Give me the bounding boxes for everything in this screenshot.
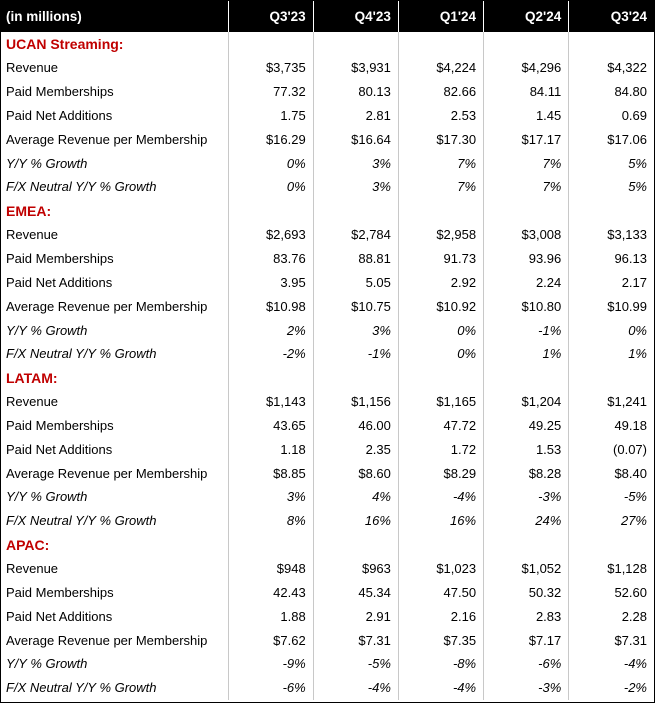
value-cell: $8.85 [228, 461, 313, 485]
row-label: Average Revenue per Membership [6, 298, 208, 314]
row-label: F/X Neutral Y/Y % Growth [6, 513, 157, 529]
value-cell: 45.34 [313, 580, 398, 604]
value-cell: $1,156 [313, 390, 398, 414]
table-row [1, 414, 654, 438]
value-cell: -9% [228, 652, 313, 676]
value-cell: $8.29 [398, 461, 483, 485]
table-row [1, 604, 654, 628]
value-cell: 3% [313, 151, 398, 175]
value-cell: 49.18 [569, 414, 654, 438]
value-cell: 0.69 [569, 104, 654, 128]
value-cell: $4,224 [398, 56, 483, 80]
table-row [1, 461, 654, 485]
empty-cell [398, 533, 483, 557]
value-cell: $10.92 [398, 294, 483, 318]
empty-cell [398, 199, 483, 223]
empty-cell [569, 366, 654, 390]
table-row [1, 294, 654, 318]
quarter-header: Q4'23 [313, 1, 398, 32]
table-row [1, 104, 654, 128]
value-cell: $3,735 [228, 56, 313, 80]
section-header-row [1, 533, 654, 557]
quarter-header: Q1'24 [398, 1, 483, 32]
row-label: Revenue [6, 560, 59, 576]
row-label: Paid Net Additions [6, 274, 113, 290]
table-row [1, 80, 654, 104]
value-cell: $2,784 [313, 223, 398, 247]
value-cell: 1.18 [228, 437, 313, 461]
empty-cell [569, 32, 654, 56]
value-cell: 77.32 [228, 80, 313, 104]
table-row [1, 175, 654, 199]
table-row [1, 223, 654, 247]
value-cell: -4% [569, 652, 654, 676]
table-row [1, 270, 654, 294]
row-label: Average Revenue per Membership [6, 465, 208, 481]
value-cell: $1,128 [569, 557, 654, 581]
value-cell: 5% [569, 151, 654, 175]
value-cell: 46.00 [313, 414, 398, 438]
value-cell: 2.16 [398, 604, 483, 628]
value-cell: 1.53 [484, 437, 569, 461]
value-cell: 1% [484, 342, 569, 366]
row-label: Y/Y % Growth [6, 322, 88, 338]
row-label: Paid Memberships [6, 251, 114, 267]
empty-cell [313, 32, 398, 56]
value-cell: $8.60 [313, 461, 398, 485]
value-cell: 0% [398, 342, 483, 366]
table-row [1, 628, 654, 652]
value-cell: 0% [569, 318, 654, 342]
value-cell: -4% [398, 676, 483, 700]
value-cell: 2.81 [313, 104, 398, 128]
value-cell: 2.83 [484, 604, 569, 628]
value-cell: 2.24 [484, 270, 569, 294]
value-cell: $17.17 [484, 127, 569, 151]
value-cell: $17.30 [398, 127, 483, 151]
row-label: F/X Neutral Y/Y % Growth [6, 179, 157, 195]
row-label: Revenue [6, 227, 59, 243]
value-cell: 2.53 [398, 104, 483, 128]
value-cell: 0% [398, 318, 483, 342]
value-cell: 1% [569, 342, 654, 366]
value-cell: -3% [484, 676, 569, 700]
row-label: Y/Y % Growth [6, 656, 88, 672]
table-row [1, 557, 654, 581]
value-cell: 7% [398, 151, 483, 175]
value-cell: $16.29 [228, 127, 313, 151]
value-cell: $10.75 [313, 294, 398, 318]
quarter-header: Q3'24 [569, 1, 654, 32]
value-cell: $1,204 [484, 390, 569, 414]
value-cell: $948 [228, 557, 313, 581]
table-body [1, 32, 654, 700]
regional-financials-table [1, 1, 654, 700]
value-cell: -4% [313, 676, 398, 700]
table-row [1, 580, 654, 604]
value-cell: 27% [569, 509, 654, 533]
row-label: Revenue [6, 60, 59, 76]
value-cell: 16% [313, 509, 398, 533]
empty-cell [484, 366, 569, 390]
value-cell: -2% [569, 676, 654, 700]
value-cell: $7.31 [313, 628, 398, 652]
value-cell: 93.96 [484, 247, 569, 271]
section-title: UCAN Streaming: [6, 35, 124, 52]
row-label: F/X Neutral Y/Y % Growth [6, 346, 157, 362]
header-row [1, 1, 654, 32]
value-cell: $963 [313, 557, 398, 581]
table-row [1, 509, 654, 533]
value-cell: 3% [313, 175, 398, 199]
value-cell: $4,322 [569, 56, 654, 80]
value-cell: -6% [228, 676, 313, 700]
value-cell: 2.17 [569, 270, 654, 294]
value-cell: 3.95 [228, 270, 313, 294]
value-cell: 84.80 [569, 80, 654, 104]
value-cell: 2% [228, 318, 313, 342]
value-cell: 88.81 [313, 247, 398, 271]
value-cell: 1.88 [228, 604, 313, 628]
row-label: Paid Memberships [6, 84, 114, 100]
value-cell: 91.73 [398, 247, 483, 271]
value-cell: -1% [484, 318, 569, 342]
value-cell: 96.13 [569, 247, 654, 271]
empty-cell [484, 533, 569, 557]
empty-cell [484, 32, 569, 56]
value-cell: 2.92 [398, 270, 483, 294]
value-cell: $10.98 [228, 294, 313, 318]
section-header-row [1, 32, 654, 56]
row-label: Paid Net Additions [6, 107, 113, 123]
row-label: Paid Net Additions [6, 608, 113, 624]
value-cell: $17.06 [569, 127, 654, 151]
empty-cell [569, 533, 654, 557]
value-cell: -1% [313, 342, 398, 366]
quarter-header: Q2'24 [484, 1, 569, 32]
table-row [1, 485, 654, 509]
value-cell: $7.17 [484, 628, 569, 652]
value-cell: $3,931 [313, 56, 398, 80]
value-cell: 1.75 [228, 104, 313, 128]
value-cell: 84.11 [484, 80, 569, 104]
section-title: LATAM: [6, 369, 58, 386]
value-cell: 5.05 [313, 270, 398, 294]
empty-cell [313, 366, 398, 390]
value-cell: $16.64 [313, 127, 398, 151]
value-cell: $10.80 [484, 294, 569, 318]
value-cell: -5% [313, 652, 398, 676]
table-row [1, 676, 654, 700]
value-cell: 24% [484, 509, 569, 533]
value-cell: 83.76 [228, 247, 313, 271]
value-cell: -8% [398, 652, 483, 676]
row-label: Average Revenue per Membership [6, 632, 208, 648]
value-cell: -4% [398, 485, 483, 509]
row-label: F/X Neutral Y/Y % Growth [6, 680, 157, 696]
value-cell: -6% [484, 652, 569, 676]
value-cell: 8% [228, 509, 313, 533]
value-cell: $1,023 [398, 557, 483, 581]
table-row [1, 390, 654, 414]
value-cell: 43.65 [228, 414, 313, 438]
row-label: Paid Memberships [6, 584, 114, 600]
value-cell: $1,143 [228, 390, 313, 414]
value-cell: 50.32 [484, 580, 569, 604]
value-cell: 1.45 [484, 104, 569, 128]
table-row [1, 437, 654, 461]
section-header-row [1, 199, 654, 223]
value-cell: 49.25 [484, 414, 569, 438]
value-cell: $1,241 [569, 390, 654, 414]
empty-cell [569, 199, 654, 223]
value-cell: $2,958 [398, 223, 483, 247]
empty-cell [398, 32, 483, 56]
section-title: APAC: [6, 536, 50, 553]
value-cell: 47.72 [398, 414, 483, 438]
quarter-header: Q3'23 [228, 1, 313, 32]
value-cell: (0.07) [569, 437, 654, 461]
units-label: (in millions) [1, 1, 228, 32]
value-cell: $7.31 [569, 628, 654, 652]
value-cell: -2% [228, 342, 313, 366]
table-row [1, 151, 654, 175]
value-cell: 7% [484, 151, 569, 175]
value-cell: 80.13 [313, 80, 398, 104]
value-cell: -3% [484, 485, 569, 509]
table-row [1, 247, 654, 271]
value-cell: $1,165 [398, 390, 483, 414]
empty-cell [228, 199, 313, 223]
value-cell: 0% [228, 151, 313, 175]
value-cell: 0% [228, 175, 313, 199]
row-label: Y/Y % Growth [6, 155, 88, 171]
row-label: Average Revenue per Membership [6, 131, 208, 147]
value-cell: $7.62 [228, 628, 313, 652]
empty-cell [484, 199, 569, 223]
value-cell: $2,693 [228, 223, 313, 247]
value-cell: $7.35 [398, 628, 483, 652]
value-cell: $4,296 [484, 56, 569, 80]
value-cell: $8.28 [484, 461, 569, 485]
empty-cell [313, 199, 398, 223]
row-label: Revenue [6, 394, 59, 410]
value-cell: -5% [569, 485, 654, 509]
value-cell: $3,133 [569, 223, 654, 247]
section-title: EMEA: [6, 202, 52, 219]
table-row [1, 56, 654, 80]
table-row [1, 652, 654, 676]
value-cell: 3% [228, 485, 313, 509]
value-cell: 2.28 [569, 604, 654, 628]
section-header-row [1, 366, 654, 390]
value-cell: 7% [484, 175, 569, 199]
value-cell: 2.91 [313, 604, 398, 628]
value-cell: 4% [313, 485, 398, 509]
value-cell: 16% [398, 509, 483, 533]
empty-cell [228, 32, 313, 56]
value-cell: 3% [313, 318, 398, 342]
value-cell: 7% [398, 175, 483, 199]
value-cell: 1.72 [398, 437, 483, 461]
empty-cell [228, 366, 313, 390]
value-cell: 42.43 [228, 580, 313, 604]
value-cell: $1,052 [484, 557, 569, 581]
table-row [1, 318, 654, 342]
row-label: Paid Memberships [6, 417, 114, 433]
value-cell: 82.66 [398, 80, 483, 104]
empty-cell [313, 533, 398, 557]
value-cell: 2.35 [313, 437, 398, 461]
table-row [1, 127, 654, 151]
empty-cell [228, 533, 313, 557]
empty-cell [398, 366, 483, 390]
value-cell: 52.60 [569, 580, 654, 604]
value-cell: $10.99 [569, 294, 654, 318]
row-label: Y/Y % Growth [6, 489, 88, 505]
row-label: Paid Net Additions [6, 441, 113, 457]
value-cell: $8.40 [569, 461, 654, 485]
value-cell: 5% [569, 175, 654, 199]
value-cell: $3,008 [484, 223, 569, 247]
value-cell: 47.50 [398, 580, 483, 604]
table-row [1, 342, 654, 366]
